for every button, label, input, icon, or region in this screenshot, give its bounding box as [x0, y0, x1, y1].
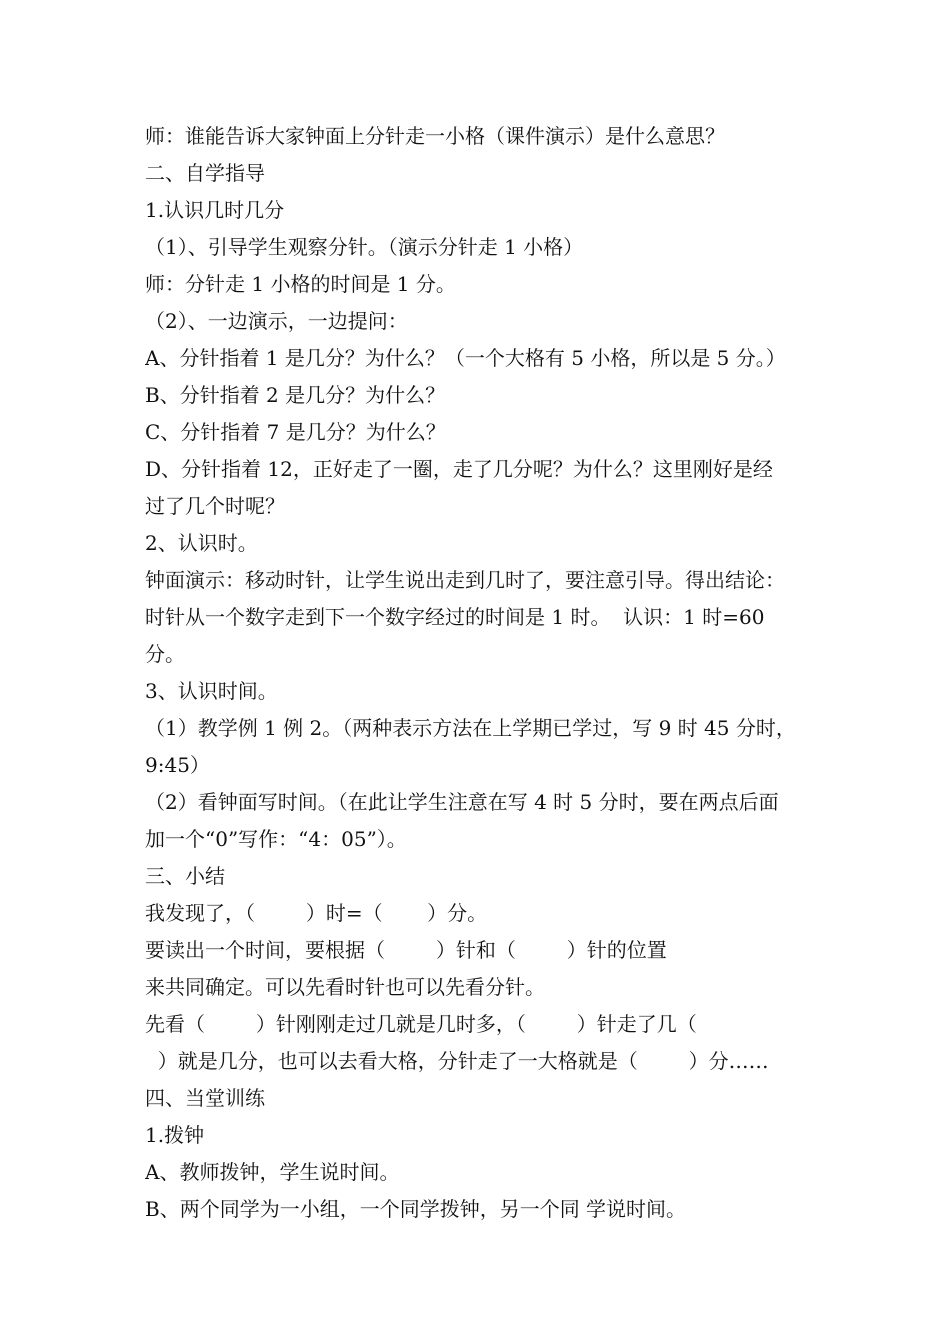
paragraph-line: （2）看钟面写时间。（在此让学生注意在写 4 时 5 分时，要在两点后面 [145, 790, 779, 814]
paragraph-line: 我发现了，（ ）时=（ ）分。 [145, 901, 488, 925]
paragraph-line: B、分针指着 2 是几分？为什么？ [145, 383, 446, 407]
document-body [145, 118, 815, 1228]
paragraph-line: 要读出一个时间，要根据（ ）针和（ ）针的位置 [145, 938, 667, 962]
paragraph-line: 钟面演示：移动时针，让学生说出走到几时了，要注意引导。得出结论： [145, 568, 785, 592]
paragraph-line: （1）、引导学生观察分针。（演示分针走 1 小格） [145, 235, 584, 259]
paragraph-line: 过了几个时呢？ [145, 494, 285, 518]
paragraph-line: B、两个同学为一小组，一个同学拨钟，另一个同 学说时间。 [145, 1197, 687, 1221]
subsection-heading: 2、认识时。 [145, 531, 258, 555]
paragraph-line: A、教师拨钟，学生说时间。 [145, 1160, 400, 1184]
subsection-heading: 3、认识时间。 [145, 679, 278, 703]
subsection-heading: 1.拨钟 [145, 1123, 205, 1147]
paragraph-line: A、分针指着 1 是几分？为什么？（一个大格有 5 小格，所以是 5 分。） [145, 346, 786, 370]
paragraph-line: 师：分针走 1 小格的时间是 1 分。 [145, 272, 456, 296]
section-heading: 三、小结 [145, 864, 225, 888]
subsection-heading: 1.认识几时几分 [145, 198, 285, 222]
paragraph-line: 9:45） [145, 753, 210, 777]
paragraph-line: 先看（ ）针刚刚走过几就是几时多，（ ）针走了几（ [145, 1012, 697, 1036]
paragraph-line: C、分针指着 7 是几分？为什么？ [145, 420, 446, 444]
paragraph-line: 来共同确定。可以先看时针也可以先看分针。 [145, 975, 545, 999]
paragraph-line: D、分针指着 12，正好走了一圈，走了几分呢？为什么？这里刚好是经 [145, 457, 773, 481]
section-heading: 四、当堂训练 [145, 1086, 265, 1110]
paragraph-line: 分。 [145, 642, 185, 666]
paragraph-line: 时针从一个数字走到下一个数字经过的时间是 1 时。 认识：1 时=60 [145, 605, 765, 629]
paragraph-line: 师：谁能告诉大家钟面上分针走一小格（课件演示）是什么意思？ [145, 124, 725, 148]
paragraph-line: 加一个“0”写作：“4：05”）。 [145, 827, 407, 851]
paragraph-line: ）就是几分，也可以去看大格，分针走了一大格就是（ ）分…… [145, 1049, 769, 1073]
paragraph-line: （2）、一边演示，一边提问： [145, 309, 408, 333]
paragraph-line: （1）教学例 1 例 2。（两种表示方法在上学期已学过，写 9 时 45 分时， [145, 716, 796, 740]
section-heading: 二、自学指导 [145, 161, 265, 185]
